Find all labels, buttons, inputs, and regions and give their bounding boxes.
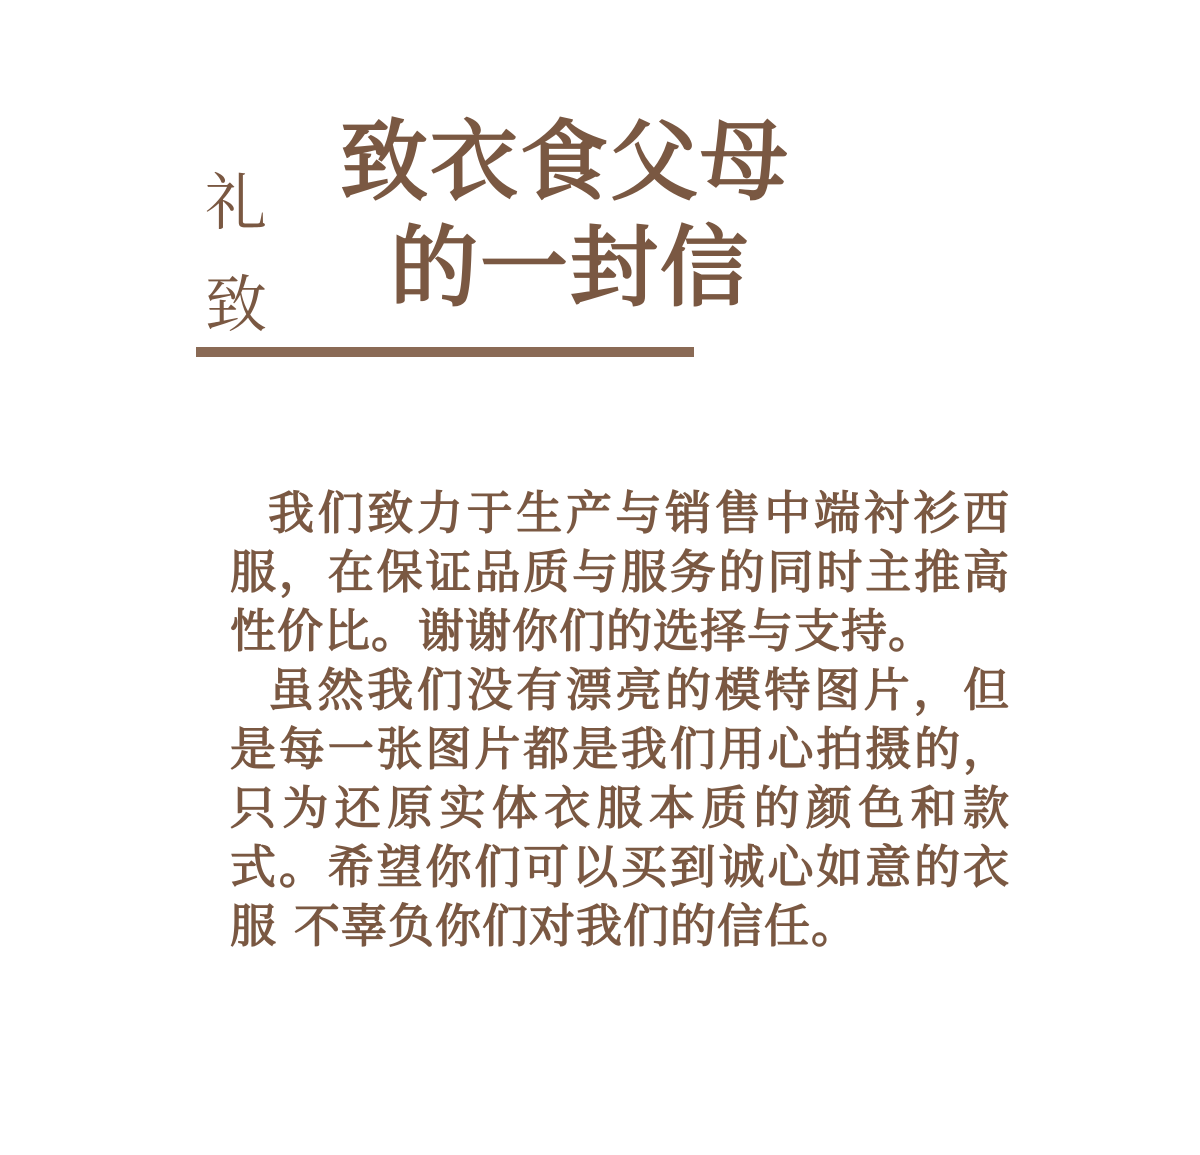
side-label: [205, 152, 285, 356]
letter-body: [230, 484, 1010, 956]
title-line-1: 致衣食父母: [340, 109, 791, 213]
side-label-char-1: 礼: [205, 166, 268, 239]
letter-paragraph-2: 虽然我们没有漂亮的模特图片，但是每一张图片都是我们用心拍摄的，只为还原实体衣服本质的颜色和款式。希望你们可以买到诚心如意的衣服 不辜负你们对我们的信任。: [230, 663, 1010, 953]
title-divider: [196, 347, 694, 357]
letter-paragraph-1: 我们致力于生产与销售中端衬衫西服，在保证品质与服务的同时主推高性价比。谢谢你们的选择与支持。: [230, 486, 1010, 658]
page-title: [340, 108, 860, 320]
side-label-char-2: 致: [205, 268, 268, 341]
title-line-2: 的一封信: [390, 215, 751, 319]
